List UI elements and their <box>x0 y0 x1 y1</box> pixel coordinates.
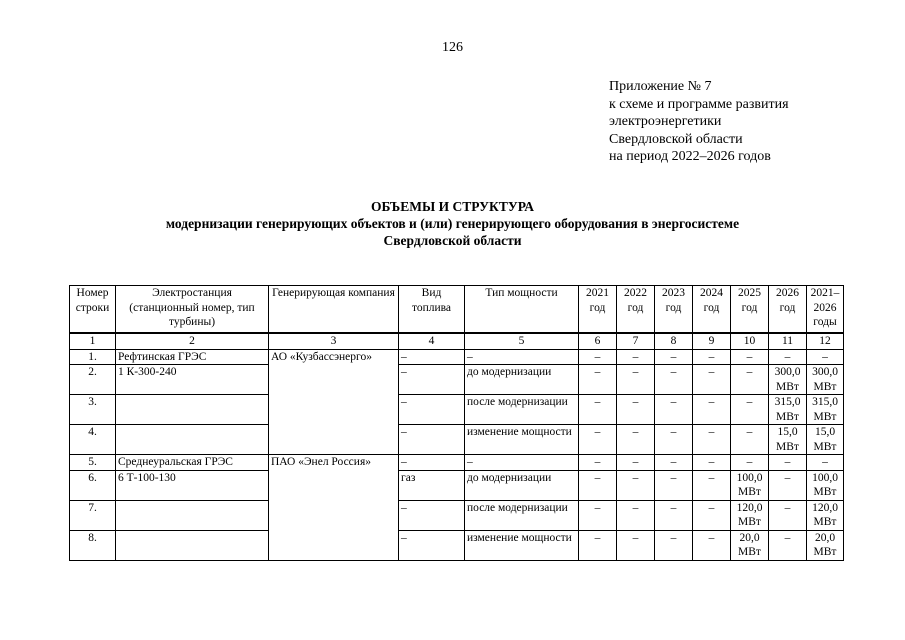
capacity-type-cell: до модернизации <box>465 470 579 500</box>
total-cell: – <box>807 455 844 471</box>
year-2025-cell: 20,0 МВт <box>731 530 769 560</box>
year-2021-cell: – <box>579 365 617 395</box>
year-2021-cell: – <box>579 455 617 471</box>
year-2022-cell: – <box>617 425 655 455</box>
year-2022-cell: – <box>617 530 655 560</box>
column-number: 8 <box>655 333 693 349</box>
year-2024-cell: – <box>693 470 731 500</box>
column-number: 2 <box>116 333 269 349</box>
table-row <box>70 395 844 425</box>
table-row <box>70 425 844 455</box>
table-row <box>70 530 844 560</box>
total-cell: 300,0 МВт <box>807 365 844 395</box>
company-cell: АО «Кузбассэнерго» <box>269 349 399 455</box>
year-2022-cell: – <box>617 395 655 425</box>
modernization-table <box>69 285 844 561</box>
capacity-type-cell: изменение мощности <box>465 530 579 560</box>
year-2026-cell: – <box>769 530 807 560</box>
year-2021-cell: – <box>579 395 617 425</box>
column-number: 7 <box>617 333 655 349</box>
year-2025-cell: – <box>731 455 769 471</box>
row-number: 4. <box>70 425 116 455</box>
fuel-cell: – <box>399 500 465 530</box>
document-title <box>0 198 905 249</box>
fuel-cell: – <box>399 349 465 365</box>
year-2024-cell: – <box>693 425 731 455</box>
header-cell: 2024 год <box>693 286 731 334</box>
capacity-type-cell: – <box>465 455 579 471</box>
year-2025-cell: – <box>731 349 769 365</box>
header-cell: Вид топлива <box>399 286 465 334</box>
column-number: 9 <box>693 333 731 349</box>
year-2023-cell: – <box>655 530 693 560</box>
fuel-cell: – <box>399 365 465 395</box>
year-2024-cell: – <box>693 365 731 395</box>
header-cell: Тип мощности <box>465 286 579 334</box>
header-cell: Номер строки <box>70 286 116 334</box>
year-2025-cell: 100,0 МВт <box>731 470 769 500</box>
year-2023-cell: – <box>655 425 693 455</box>
header-cell: 2025 год <box>731 286 769 334</box>
header-cell: 2021 год <box>579 286 617 334</box>
year-2022-cell: – <box>617 455 655 471</box>
column-number: 10 <box>731 333 769 349</box>
title-line-1: ОБЪЕМЫ И СТРУКТУРА <box>370 199 535 214</box>
header-cell: Электростанция (станционный номер, тип турбины) <box>116 286 269 334</box>
capacity-type-cell: изменение мощности <box>465 425 579 455</box>
fuel-cell: – <box>399 530 465 560</box>
year-2024-cell: – <box>693 500 731 530</box>
year-2024-cell: – <box>693 455 731 471</box>
header-cell: 2023 год <box>655 286 693 334</box>
column-number: 3 <box>269 333 399 349</box>
year-2023-cell: – <box>655 365 693 395</box>
fuel-cell: – <box>399 395 465 425</box>
station-cell <box>116 425 269 455</box>
year-2023-cell: – <box>655 455 693 471</box>
total-cell: 315,0 МВт <box>807 395 844 425</box>
appendix-line: Приложение № 7 <box>609 79 712 94</box>
row-number: 6. <box>70 470 116 500</box>
total-cell: 15,0 МВт <box>807 425 844 455</box>
capacity-type-cell: до модернизации <box>465 365 579 395</box>
row-number: 5. <box>70 455 116 471</box>
station-cell: 1 К-300-240 <box>116 365 269 395</box>
year-2023-cell: – <box>655 470 693 500</box>
appendix-line: электроэнергетики <box>609 114 722 129</box>
total-cell: – <box>807 349 844 365</box>
fuel-cell: – <box>399 425 465 455</box>
station-cell: Рефтинская ГРЭС <box>116 349 269 365</box>
fuel-cell: – <box>399 455 465 471</box>
year-2022-cell: – <box>617 365 655 395</box>
year-2023-cell: – <box>655 500 693 530</box>
title-line-3: Свердловской области <box>383 233 522 248</box>
year-2021-cell: – <box>579 530 617 560</box>
year-2026-cell: 15,0 МВт <box>769 425 807 455</box>
total-cell: 120,0 МВт <box>807 500 844 530</box>
station-cell: Среднеуральская ГРЭС <box>116 455 269 471</box>
row-number: 2. <box>70 365 116 395</box>
year-2025-cell: – <box>731 365 769 395</box>
capacity-type-cell: – <box>465 349 579 365</box>
year-2022-cell: – <box>617 349 655 365</box>
column-number: 11 <box>769 333 807 349</box>
table-row <box>70 500 844 530</box>
column-number: 1 <box>70 333 116 349</box>
year-2026-cell: – <box>769 349 807 365</box>
station-cell: 6 Т-100-130 <box>116 470 269 500</box>
row-number: 8. <box>70 530 116 560</box>
year-2025-cell: – <box>731 425 769 455</box>
year-2025-cell: – <box>731 395 769 425</box>
header-cell: 2022 год <box>617 286 655 334</box>
table-row <box>70 470 844 500</box>
year-2025-cell: 120,0 МВт <box>731 500 769 530</box>
table-row <box>70 349 844 365</box>
appendix-line: к схеме и программе развития <box>609 96 789 112</box>
table-header-row <box>70 286 844 334</box>
column-number: 6 <box>579 333 617 349</box>
year-2026-cell: – <box>769 455 807 471</box>
row-number: 7. <box>70 500 116 530</box>
year-2021-cell: – <box>579 425 617 455</box>
appendix-note <box>609 78 789 166</box>
column-number: 4 <box>399 333 465 349</box>
station-cell <box>116 395 269 425</box>
year-2024-cell: – <box>693 530 731 560</box>
year-2026-cell: 300,0 МВт <box>769 365 807 395</box>
total-cell: 20,0 МВт <box>807 530 844 560</box>
row-number: 1. <box>70 349 116 365</box>
year-2026-cell: 315,0 МВт <box>769 395 807 425</box>
year-2021-cell: – <box>579 500 617 530</box>
company-cell: ПАО «Энел Россия» <box>269 455 399 561</box>
column-number: 5 <box>465 333 579 349</box>
appendix-line: на период 2022–2026 годов <box>609 149 771 164</box>
appendix-line: Свердловской области <box>609 131 743 147</box>
year-2022-cell: – <box>617 470 655 500</box>
station-cell <box>116 530 269 560</box>
year-2024-cell: – <box>693 349 731 365</box>
total-cell: 100,0 МВт <box>807 470 844 500</box>
header-cell: 2021–2026 годы <box>807 286 844 334</box>
year-2021-cell: – <box>579 349 617 365</box>
column-number: 12 <box>807 333 844 349</box>
title-line-2: модернизации генерирующих объектов и (или) генерирующего оборудования в энергосистеме <box>165 216 740 231</box>
year-2022-cell: – <box>617 500 655 530</box>
year-2026-cell: – <box>769 470 807 500</box>
capacity-type-cell: после модернизации <box>465 500 579 530</box>
year-2026-cell: – <box>769 500 807 530</box>
page-number: 126 <box>442 40 463 55</box>
header-cell: Генерирующая компания <box>269 286 399 334</box>
year-2021-cell: – <box>579 470 617 500</box>
header-cell: 2026 год <box>769 286 807 334</box>
fuel-cell: газ <box>399 470 465 500</box>
table-row <box>70 455 844 471</box>
capacity-type-cell: после модернизации <box>465 395 579 425</box>
year-2023-cell: – <box>655 395 693 425</box>
station-cell <box>116 500 269 530</box>
table-row <box>70 365 844 395</box>
year-2023-cell: – <box>655 349 693 365</box>
column-number-row <box>70 333 844 349</box>
row-number: 3. <box>70 395 116 425</box>
year-2024-cell: – <box>693 395 731 425</box>
